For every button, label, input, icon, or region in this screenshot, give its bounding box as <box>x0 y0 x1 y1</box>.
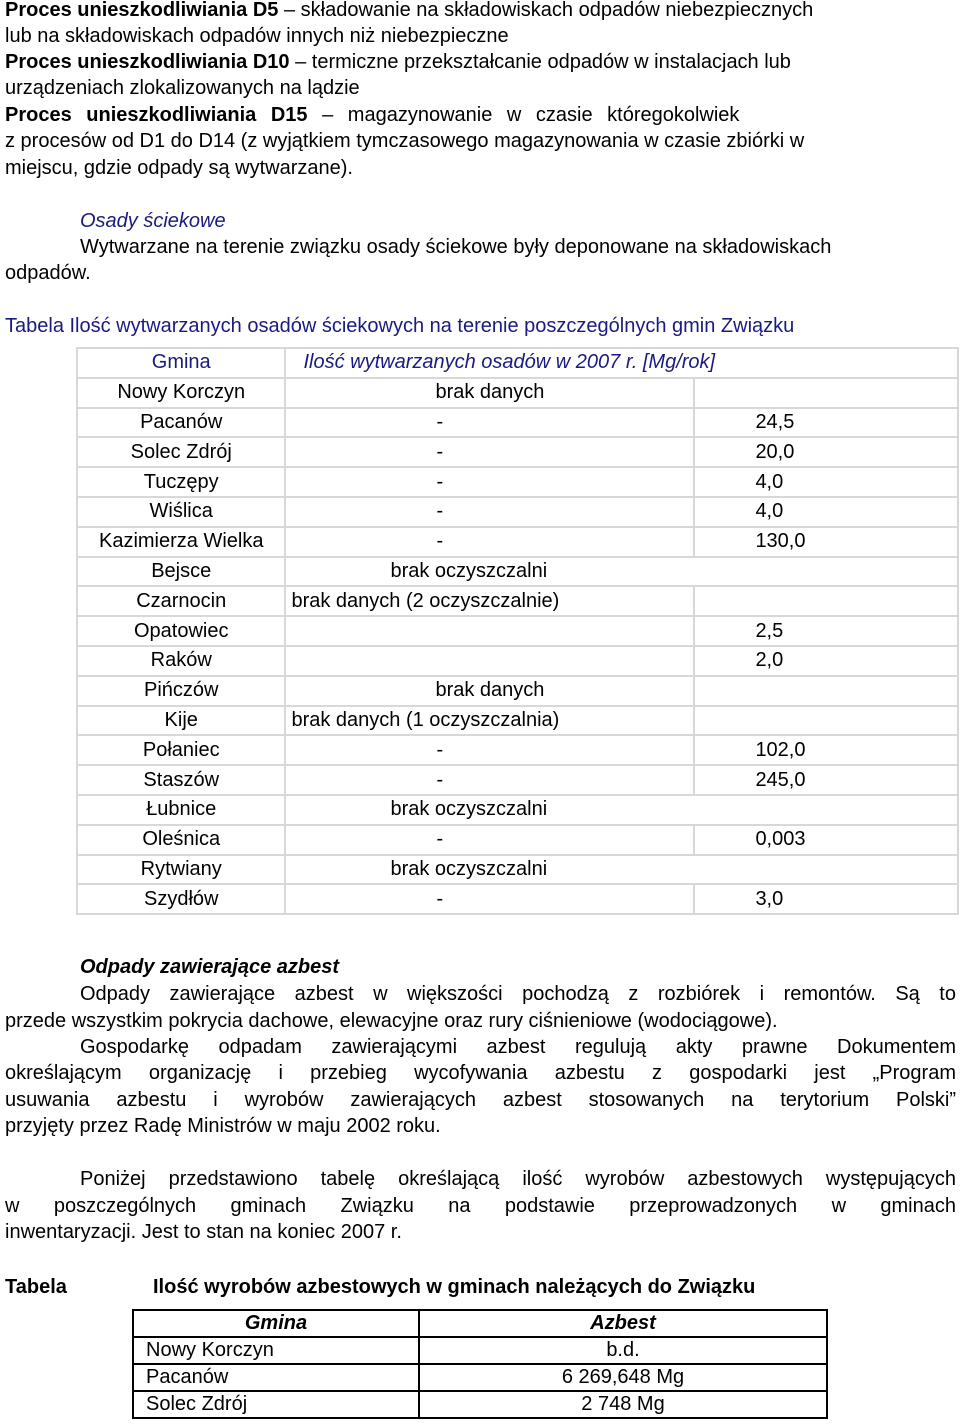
cell-value: 2,0 <box>694 646 958 676</box>
cell-note: brak oczyszczalni <box>285 795 958 825</box>
cell-gmina: Staszów <box>77 765 285 795</box>
asbestos-p3-line-1: Poniżej przedstawiono tabelę określającą ilość wyrobów azbestowych występujących <box>80 1168 956 1190</box>
cell-gmina: Raków <box>77 646 285 676</box>
cell-gmina: Oleśnica <box>77 825 285 855</box>
cell-note: - <box>285 527 694 557</box>
cell-value: 2,5 <box>694 616 958 646</box>
table-row <box>133 1391 827 1418</box>
intro-line-3: Proces unieszkodliwiania D10 – termiczne przekształcanie odpadów w instalacjach lub <box>5 51 791 73</box>
cell-value: 4,0 <box>694 497 958 527</box>
cell-gmina: Połaniec <box>77 735 285 765</box>
cell-note: - <box>285 884 694 914</box>
cell-note: - <box>285 467 694 497</box>
sewage-heading: Osady ściekowe <box>80 210 226 232</box>
header-gmina: Gmina <box>133 1310 419 1337</box>
table-row <box>77 378 958 408</box>
cell-note <box>285 616 694 646</box>
asbestos-p3-line-2: w poszczególnych gminach Związku na podstawie przeprowadzonych w gminach <box>5 1195 956 1217</box>
intro-line-7: miejscu, gdzie odpady są wytwarzane). <box>5 157 353 179</box>
asbestos-p2-line-2: określającym organizację i przebieg wycofywania azbestu z gospodarki jest „Program <box>5 1062 956 1084</box>
cell-value: 20,0 <box>694 437 958 467</box>
cell-note: brak danych (1 oczyszczalnia) <box>285 706 694 736</box>
asbestos-p2-line-3: usuwania azbestu i wyrobów zawierających azbest stosowanych na terytorium Polski” <box>5 1089 956 1111</box>
cell-note: - <box>285 735 694 765</box>
asbestos-p1-line-1: Odpady zawierające azbest w większości pochodzą z rozbiórek i remontów. Są to <box>80 983 956 1005</box>
cell-gmina: Bejsce <box>77 557 285 587</box>
header-gmina: Gmina <box>77 348 285 378</box>
table1-caption: Tabela Ilość wytwarzanych osadów ściekowych na terenie poszczególnych gmin Związku <box>5 315 795 337</box>
cell-value <box>694 706 958 736</box>
cell-gmina: Łubnice <box>77 795 285 825</box>
sewage-sludge-table <box>76 347 959 915</box>
cell-note: brak oczyszczalni <box>285 557 958 587</box>
cell-azbest: b.d. <box>419 1337 827 1364</box>
table-row <box>77 735 958 765</box>
cell-azbest: 2 748 Mg <box>419 1391 827 1418</box>
cell-note: brak oczyszczalni <box>285 855 958 885</box>
asbestos-p3-line-3: inwentaryzacji. Jest to stan na koniec 2007 r. <box>5 1221 402 1243</box>
cell-azbest: 6 269,648 Mg <box>419 1364 827 1391</box>
header-azbest: Azbest <box>419 1310 827 1337</box>
cell-gmina: Kije <box>77 706 285 736</box>
cell-gmina: Rytwiany <box>77 855 285 885</box>
table-row <box>77 676 958 706</box>
cell-note: brak danych <box>285 676 694 706</box>
table-row <box>77 884 958 914</box>
table-row <box>77 795 958 825</box>
cell-gmina: Opatowiec <box>77 616 285 646</box>
cell-gmina: Nowy Korczyn <box>133 1337 419 1364</box>
cell-gmina: Czarnocin <box>77 586 285 616</box>
cell-gmina: Kazimierza Wielka <box>77 527 285 557</box>
cell-value <box>694 676 958 706</box>
table-row <box>77 437 958 467</box>
sewage-paragraph-line-1: Wytwarzane na terenie związku osady ściekowe były deponowane na składowiskach <box>80 236 832 258</box>
table-row <box>77 586 958 616</box>
asbestos-table <box>132 1309 828 1419</box>
table-header-row <box>133 1310 827 1337</box>
cell-gmina: Wiślica <box>77 497 285 527</box>
cell-value: 130,0 <box>694 527 958 557</box>
cell-value <box>694 586 958 616</box>
table-row <box>77 646 958 676</box>
intro-line-1: Proces unieszkodliwiania D5 – składowanie na składowiskach odpadów niebezpiecznych <box>5 0 814 21</box>
intro-line-6: z procesów od D1 do D14 (z wyjątkiem tymczasowego magazynowania w czasie zbiórki w <box>5 130 805 152</box>
table-row <box>77 408 958 438</box>
cell-gmina: Tuczępy <box>77 467 285 497</box>
table-row <box>133 1337 827 1364</box>
asbestos-p2-line-4: przyjęty przez Radę Ministrów w maju 2002 roku. <box>5 1115 441 1137</box>
cell-gmina: Pacanów <box>77 408 285 438</box>
cell-gmina: Szydłów <box>77 884 285 914</box>
table2-caption: Tabela Ilość wyrobów azbestowych w gminach należących do Związku <box>5 1276 756 1298</box>
table-row <box>77 765 958 795</box>
cell-value: 0,003 <box>694 825 958 855</box>
cell-value: 3,0 <box>694 884 958 914</box>
header-amount: Ilość wytwarzanych osadów w 2007 r. [Mg/rok] <box>285 348 958 378</box>
table-row <box>77 467 958 497</box>
cell-note: - <box>285 825 694 855</box>
cell-note: - <box>285 437 694 467</box>
intro-line-4: urządzeniach zlokalizowanych na lądzie <box>5 77 360 99</box>
cell-value: 102,0 <box>694 735 958 765</box>
asbestos-p1-line-2: przede wszystkim pokrycia dachowe, elewacyjne oraz rury ciśnieniowe (wodociągowe). <box>5 1010 778 1032</box>
cell-value: 24,5 <box>694 408 958 438</box>
cell-gmina: Pińczów <box>77 676 285 706</box>
cell-gmina: Solec Zdrój <box>77 437 285 467</box>
cell-value: 245,0 <box>694 765 958 795</box>
cell-note: brak danych <box>285 378 694 408</box>
table-row <box>77 527 958 557</box>
asbestos-heading: Odpady zawierające azbest <box>80 956 340 978</box>
sewage-paragraph-line-2: odpadów. <box>5 262 91 284</box>
table-row <box>133 1364 827 1391</box>
cell-value <box>694 378 958 408</box>
cell-gmina: Nowy Korczyn <box>77 378 285 408</box>
table-header-row <box>77 348 958 378</box>
table-row <box>77 855 958 885</box>
cell-note: - <box>285 765 694 795</box>
cell-note: - <box>285 497 694 527</box>
table-row <box>77 706 958 736</box>
table-row <box>77 557 958 587</box>
asbestos-p2-line-1: Gospodarkę odpadam zawierającymi azbest regulują akty prawne Dokumentem <box>80 1036 956 1058</box>
table-row <box>77 497 958 527</box>
cell-value: 4,0 <box>694 467 958 497</box>
cell-gmina: Solec Zdrój <box>133 1391 419 1418</box>
intro-line-2: lub na składowiskach odpadów innych niż niebezpieczne <box>5 25 509 47</box>
table-row <box>77 616 958 646</box>
cell-note <box>285 646 694 676</box>
intro-line-5: Proces unieszkodliwiania D15 – magazynowanie w czasie któregokolwiek <box>5 104 740 126</box>
cell-note: brak danych (2 oczyszczalnie) <box>285 586 694 616</box>
cell-note: - <box>285 408 694 438</box>
table-row <box>77 825 958 855</box>
cell-gmina: Pacanów <box>133 1364 419 1391</box>
